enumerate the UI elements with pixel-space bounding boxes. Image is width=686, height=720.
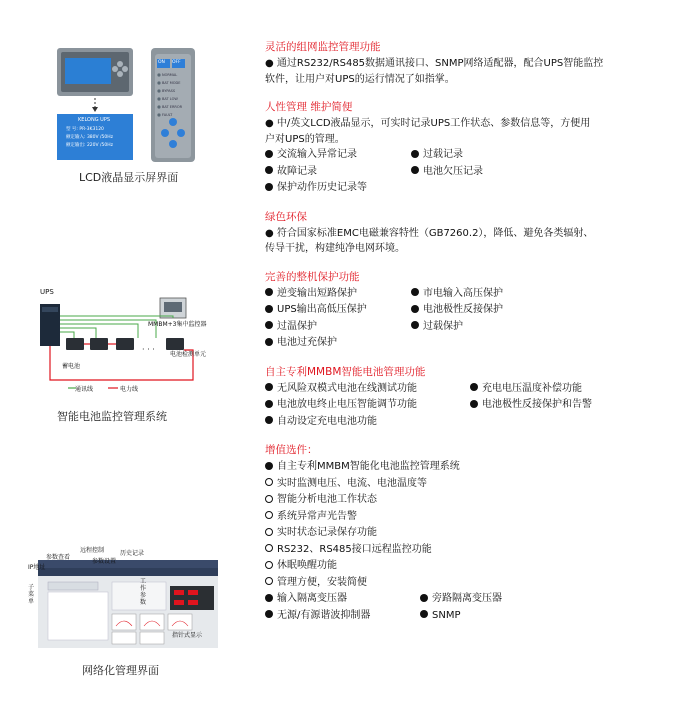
bullet-text: 过温保护 <box>277 320 317 332</box>
bullet-icon <box>265 610 273 618</box>
section-networking <box>265 40 680 87</box>
lcd-figure-caption: LCD液晶显示屏界面 <box>79 171 179 184</box>
monitor-label: MMBM+3集中监控器 <box>148 321 207 328</box>
callout-submenu: 子菜单 <box>28 584 35 605</box>
callout-remote: 远程控制 <box>80 547 105 554</box>
section-title: 人性管理 维护简便 <box>265 101 353 113</box>
bullet-row <box>265 180 680 197</box>
ups-label: UPS <box>40 288 54 296</box>
bullet-row <box>265 286 680 303</box>
legend-power-line: 电力线 <box>120 386 139 393</box>
option-row <box>265 492 680 509</box>
option-text: 实时状态记录保存功能 <box>277 527 377 538</box>
bullet-text: 故障记录 <box>277 165 317 177</box>
bullet-row <box>265 164 680 181</box>
bullet-text: UPS输出高低压保护 <box>277 304 367 315</box>
option-row <box>265 542 680 559</box>
bullet-icon <box>265 462 273 470</box>
bullet-text: 过载记录 <box>423 149 463 160</box>
section-user-friendly <box>265 100 680 197</box>
bullet-icon <box>265 305 273 313</box>
storage-battery-label: 蓄电池 <box>62 363 81 370</box>
section-mmbm <box>265 365 680 431</box>
bullet-text: 逆变输出短路保护 <box>277 287 357 299</box>
section-title: 增值选件： <box>265 444 318 456</box>
bullet-icon <box>265 338 273 346</box>
section-paragraph-line: 传导干扰，构建纯净电网环境。 <box>265 243 405 254</box>
circle-icon <box>265 561 273 569</box>
bullet-text: 自主专利MMBM智能化电池监控管理系统 <box>277 461 460 472</box>
bullet-text: 电池极性反接保护 <box>423 304 503 315</box>
callout-params: 参数查看 <box>46 554 71 561</box>
bullet-row <box>265 335 680 352</box>
bullet-text: 保护动作历史记录等 <box>277 182 367 193</box>
circle-icon <box>265 577 273 585</box>
bullet-icon <box>265 400 273 408</box>
bullet-text: 自动设定充电电池功能 <box>277 415 377 427</box>
section-title: 绿色环保 <box>265 210 307 223</box>
section-title: 自主专利MMBM智能电池管理功能 <box>265 365 426 378</box>
circle-icon <box>265 528 273 536</box>
bullet-row <box>265 414 680 431</box>
bullet-text: 过载保护 <box>423 320 463 332</box>
panel-off-button: OFF <box>172 60 181 65</box>
bullet-text: 无源/有源谐波抑制器 <box>277 609 371 621</box>
legend-comm-line: 通讯线 <box>75 386 94 393</box>
bullet-row <box>265 608 680 625</box>
bullet-icon <box>470 383 478 391</box>
callout-ip: IP地址 <box>28 564 46 571</box>
lcd-screen-line-1: 型 号: PR-3K3120 <box>66 127 104 132</box>
option-text: 智能分析电池工作状态 <box>277 494 377 505</box>
option-row <box>265 525 680 542</box>
lcd-screen-brand: KELONG UPS <box>78 117 111 123</box>
option-text: RS232、RS485接口远程监控功能 <box>277 543 432 555</box>
lcd-screen-line-3: 额定输出: 220V /50Hz <box>66 143 114 148</box>
bullet-row <box>265 397 680 414</box>
battery-system-diagram <box>38 296 228 396</box>
bullet-icon <box>265 383 273 391</box>
option-text: 系统异常声光告警 <box>277 510 357 522</box>
option-text: 休眠唤醒功能 <box>277 560 337 571</box>
bullet-row <box>265 591 680 608</box>
bullet-row <box>265 302 680 319</box>
bullet-text: 市电输入高压保护 <box>423 287 503 299</box>
panel-led-label: FAULT <box>162 113 173 117</box>
panel-led-label: BYPASS <box>162 89 176 93</box>
panel-on-button: ON <box>158 60 165 65</box>
section-green <box>265 210 680 257</box>
bullet-icon <box>411 288 419 296</box>
battery-unit-label: 电池检测单元 <box>170 351 207 358</box>
bullet-text: 电池欠压记录 <box>423 165 483 177</box>
panel-led-label: BAT MODE <box>162 81 181 85</box>
bullet-icon <box>411 305 419 313</box>
bullet-icon <box>265 288 273 296</box>
section-paragraph-line: 户对UPS的管理。 <box>265 133 345 145</box>
section-paragraph-line: ● 中/英文LCD液晶显示，可实时记录UPS工作状态、参数信息等，方便用 <box>265 118 591 129</box>
panel-led-label: BAT ERROR <box>162 105 183 109</box>
bullet-icon <box>265 150 273 158</box>
callout-history: 历史记录 <box>120 550 145 557</box>
option-row <box>265 476 680 493</box>
bullet-text: 充电电压温度补偿功能 <box>482 382 582 394</box>
bullet-icon <box>265 416 273 424</box>
bullet-icon <box>265 183 273 191</box>
bullet-icon <box>420 610 428 618</box>
section-paragraph-line: ● 符合国家标准EMC电磁兼容特性（GB7260.2），降低、避免各类辐射、 <box>265 227 594 239</box>
callout-pointer: 指针式显示 <box>172 632 203 639</box>
bullet-icon <box>470 400 478 408</box>
section-title: 完善的整机保护功能 <box>265 270 360 283</box>
circle-icon <box>265 478 273 486</box>
bullet-icon <box>420 594 428 602</box>
bullet-text: 电池极性反接保护和告警 <box>482 399 592 410</box>
callout-settings: 参数设置 <box>92 558 117 565</box>
option-text: 管理方便，安装简便 <box>277 576 367 588</box>
section-paragraph-line: ● 通过RS232/RS485数据通讯接口、SNMP网络适配器，配合UPS智能监控 <box>265 58 604 69</box>
circle-icon <box>265 511 273 519</box>
bullet-icon <box>265 166 273 174</box>
ellipsis-label: · · · <box>142 345 155 354</box>
callout-work-params: 工作参数 <box>140 578 147 606</box>
feature-text-column <box>265 40 680 637</box>
network-figure-caption: 网络化管理界面 <box>82 664 159 677</box>
figure-column <box>0 0 250 720</box>
bullet-text: SNMP <box>432 609 461 621</box>
bullet-text: 输入隔离变压器 <box>277 593 347 604</box>
bullet-text: 电池放电终止电压智能调节功能 <box>277 399 417 410</box>
option-row <box>265 575 680 592</box>
bullet-row <box>265 147 680 164</box>
panel-led-label: BAT LOW <box>162 97 178 101</box>
circle-icon <box>265 495 273 503</box>
bullet-row <box>265 459 680 476</box>
option-row <box>265 558 680 575</box>
bullet-text: 旁路隔离变压器 <box>432 593 502 604</box>
bullet-text: 无风险双模式电池在线测试功能 <box>277 382 417 394</box>
option-row <box>265 509 680 526</box>
bullet-text: 交流输入异常记录 <box>277 149 357 160</box>
bullet-icon <box>411 166 419 174</box>
option-text: 实时监测电压、电流、电池温度等 <box>277 477 427 489</box>
circle-icon <box>265 544 273 552</box>
section-protection <box>265 270 680 352</box>
battery-figure-caption: 智能电池监控管理系统 <box>57 410 167 423</box>
section-title: 灵活的组网监控管理功能 <box>265 41 381 53</box>
bullet-icon <box>265 321 273 329</box>
bullet-icon <box>411 321 419 329</box>
bullet-icon <box>411 150 419 158</box>
bullet-row <box>265 319 680 336</box>
bullet-text: 电池过充保护 <box>277 337 337 348</box>
lcd-screen-line-2: 额定输入: 380V /50Hz <box>66 135 114 140</box>
panel-led-label: NORMAL <box>162 73 178 77</box>
bullet-row <box>265 381 680 398</box>
section-paragraph-line: 软件，让用户对UPS的运行情况了如指掌。 <box>265 73 455 85</box>
bullet-icon <box>265 594 273 602</box>
section-options <box>265 443 680 624</box>
